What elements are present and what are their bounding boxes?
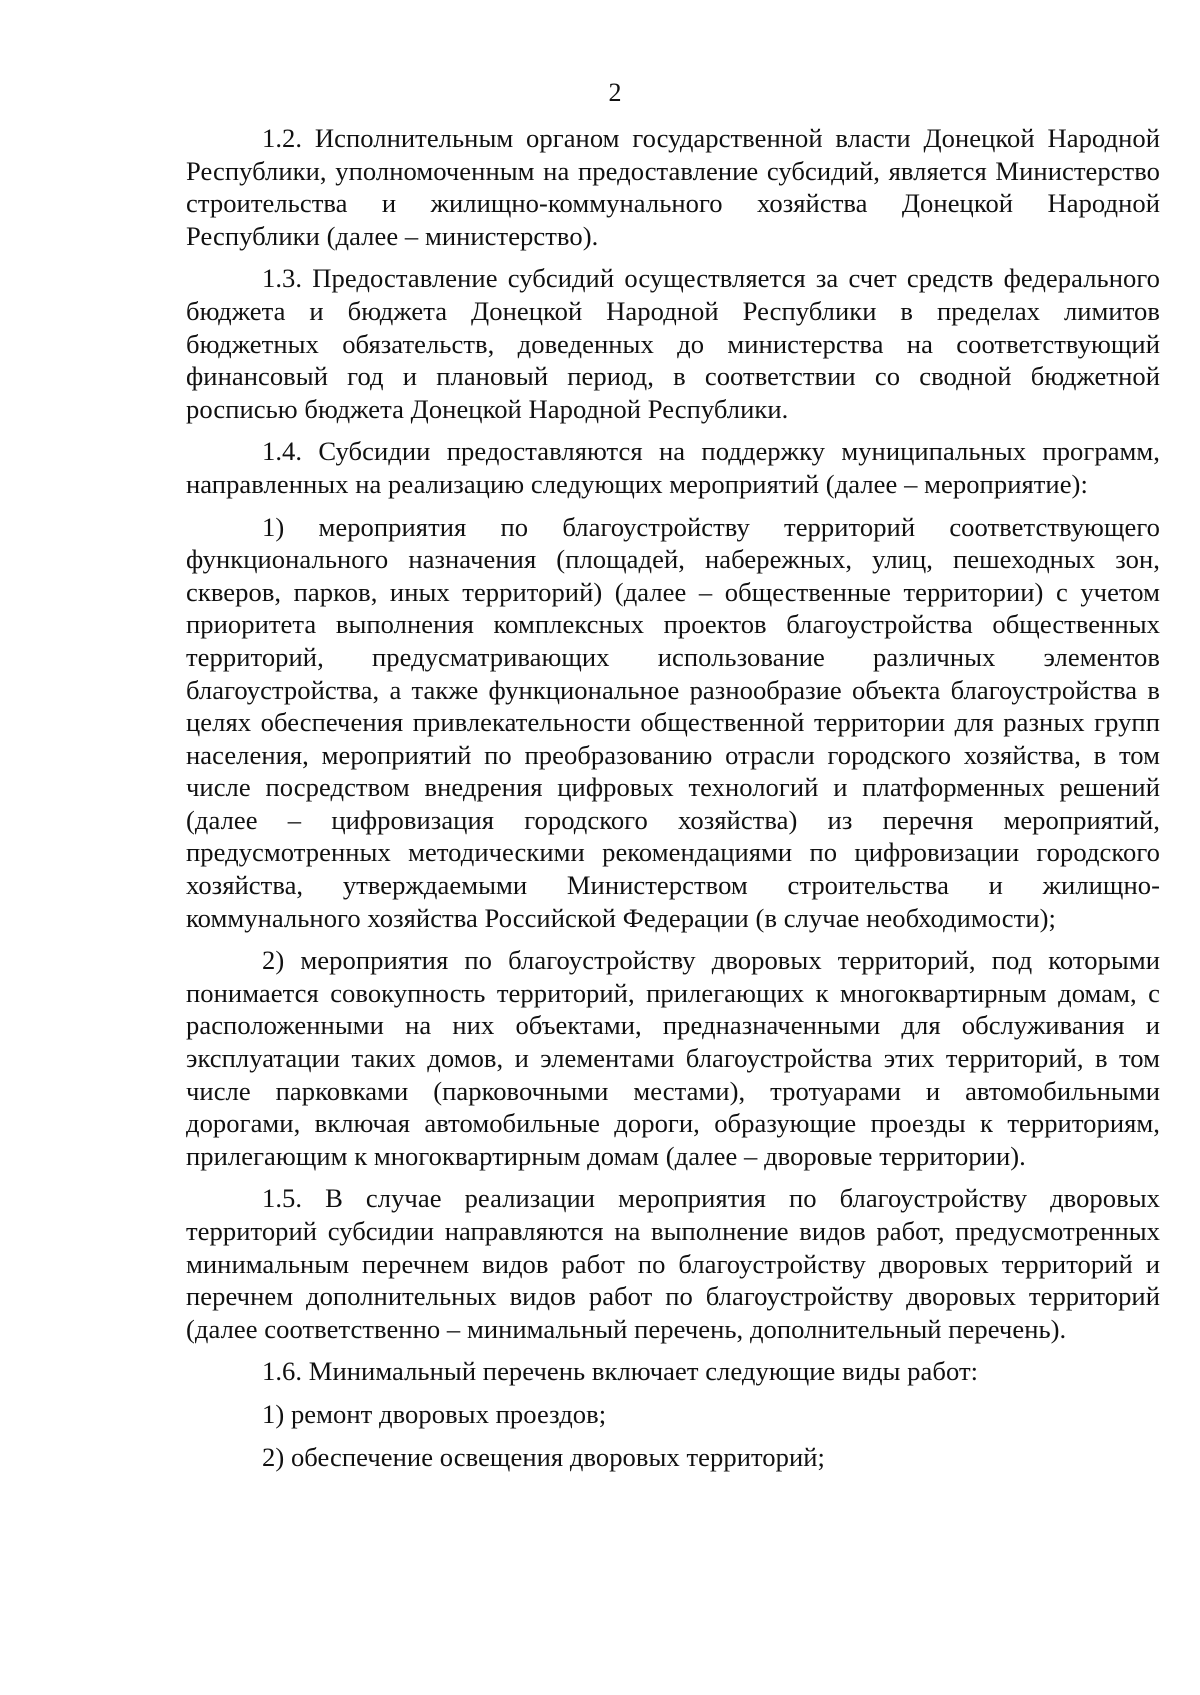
paragraph-1-4-item-2: 2) мероприятия по благоустройству дворовых территорий, под которыми понимается совокупность территорий, прилегающих к многоквартирным домам, с расположенными на них объектами, предназначенными для обслуживания и эксплуатации таких домов, и элементами благоустройства этих территорий, в том числе парковками (парковочными местами), тротуарами и автомобильными дорогами, включая автомобильные дороги, образующие проезды к территориям, прилегающим к многоквартирным домам (далее – дворовые территории). [186, 945, 1160, 1171]
paragraph-1-4-item-1: 1) мероприятия по благоустройству территорий соответствующего функционального назначения (площадей, набережных, улиц, пешеходных зон, скверов, парков, иных территорий) (далее – общественные территории) с учетом приоритета выполнения комплексных проектов благоустройства общественных территорий, предусматривающих использование различных элементов благоустройства, а также функциональное разнообразие объекта благоустройства в целях обеспечения привлекательности общественной территории для разных групп населения, мероприятий по преобразованию отрасли городского хозяйства, в том числе посредством внедрения цифровых технологий и платформенных решений (далее – цифровизация городского хозяйства) из перечня мероприятий, предусмотренных методическими рекомендациями по цифровизации городского хозяйства, утверждаемыми Министерством строительства и жилищно-коммунального хозяйства Российской Федерации (в случае необходимости); [186, 511, 1160, 933]
paragraph-1-6: 1.6. Минимальный перечень включает следующие виды работ: [262, 1356, 979, 1387]
document-body [186, 122, 1160, 1483]
paragraph-1-6-item-2: 2) обеспечение освещения дворовых территорий; [262, 1441, 825, 1472]
paragraph-1-2: 1.2. Исполнительным органом государственной власти Донецкой Народной Республики, уполномоченным на предоставление субсидий, является Министерство строительства и жилищно-коммунального хозяйства Донецкой Народной Республики (далее – министерство). [186, 123, 1160, 251]
page-number: 2 [608, 78, 622, 107]
paragraph-1-3: 1.3. Предоставление субсидий осуществляется за счет средств федерального бюджета и бюджета Донецкой Народной Республики в пределах лимитов бюджетных обязательств, доведенных до министерства на соответствующий финансовый год и плановый период, в соответствии со сводной бюджетной росписью бюджета Донецкой Народной Республики. [186, 263, 1160, 424]
paragraph-1-5: 1.5. В случае реализации мероприятия по благоустройству дворовых территорий субсидии направляются на выполнение видов работ, предусмотренных минимальным перечнем видов работ по благоустройству дворовых территорий и перечнем дополнительных видов работ по благоустройству дворовых территорий (далее соответственно – минимальный перечень, дополнительный перечень). [186, 1183, 1160, 1344]
paragraph-1-4: 1.4. Субсидии предоставляются на поддержку муниципальных программ, направленных на реализацию следующих мероприятий (далее – мероприятие): [186, 436, 1160, 499]
paragraph-1-6-item-1: 1) ремонт дворовых проездов; [262, 1398, 607, 1429]
